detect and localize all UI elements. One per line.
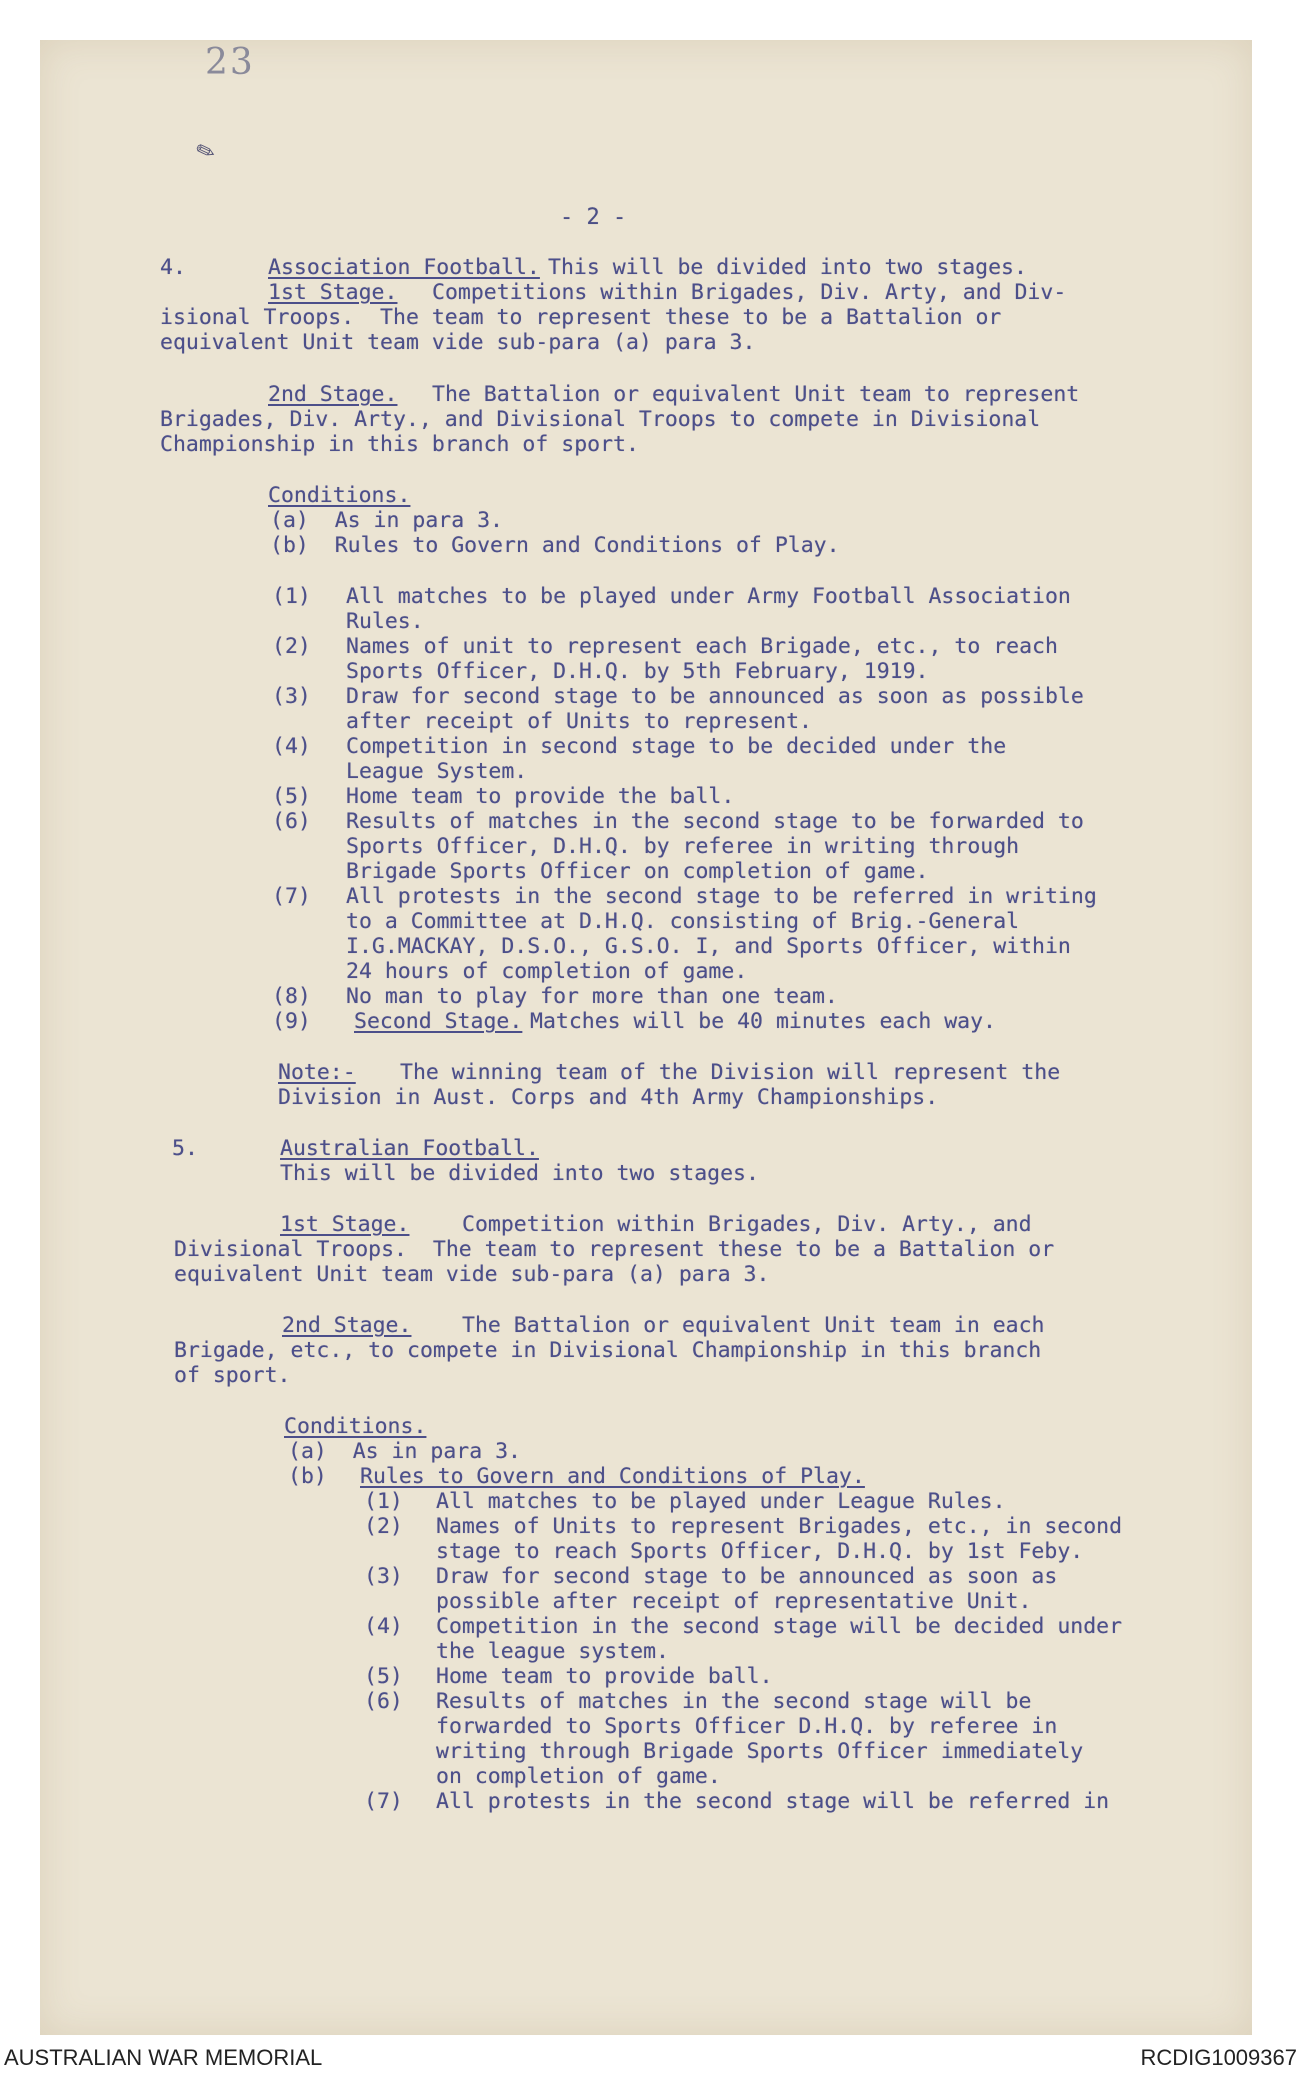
rule-text: the league system. [436, 1639, 669, 1664]
para5-stage2-text: Brigade, etc., to compete in Divisional Championship in this branch [174, 1338, 1042, 1363]
handwritten-page-number: 23 [205, 42, 255, 83]
rule-text: forwarded to Sports Officer D.H.Q. by referee in [436, 1714, 1058, 1739]
para5-number: 5. [172, 1136, 198, 1161]
rule-label: Second Stage. [354, 1009, 523, 1034]
rule-text: writing through Brigade Sports Officer immediately [436, 1739, 1084, 1764]
para4-stage2-label: 2nd Stage. [268, 382, 398, 407]
rule-text: All protests in the second stage to be referred in writing [346, 884, 1097, 909]
rule-number: (8) [272, 984, 311, 1009]
rule-text: All matches to be played under League Rules. [436, 1489, 1006, 1514]
para5-stage1-text: equivalent Unit team vide sub-para (a) para 3. [174, 1262, 770, 1287]
para4-stage2-text: Championship in this branch of sport. [160, 432, 639, 457]
rule-text: League System. [346, 759, 528, 784]
rule-number: (1) [272, 584, 311, 609]
rule-text: Names of unit to represent each Brigade, etc., to reach [346, 634, 1058, 659]
rule-number: (4) [364, 1614, 403, 1639]
para4-stage1-text: Competitions within Brigades, Div. Arty, and Div- [432, 280, 1067, 305]
rule-text: All matches to be played under Army Football Association [346, 584, 1071, 609]
para5-heading: Australian Football. [280, 1136, 539, 1161]
rule-text: Draw for second stage to be announced as soon as [436, 1564, 1058, 1589]
rule-text: Home team to provide ball. [436, 1664, 773, 1689]
rule-text: All protests in the second stage will be referred in [436, 1789, 1110, 1814]
rule-text: Draw for second stage to be announced as soon as possible [346, 684, 1084, 709]
para4-stage2-text: The Battalion or equivalent Unit team to represent [432, 382, 1080, 407]
para5-cond-b: Rules to Govern and Conditions of Play. [360, 1464, 865, 1489]
para5-stage1-label: 1st Stage. [280, 1212, 410, 1237]
para4-stage1-label: 1st Stage. [268, 280, 398, 305]
rule-number: (7) [364, 1789, 403, 1814]
rule-number: (5) [364, 1664, 403, 1689]
rule-text: Names of Units to represent Brigades, etc., in second [436, 1514, 1123, 1539]
rule-text: Matches will be 40 minutes each way. [530, 1009, 996, 1034]
para4-stage1-text: isional Troops. The team to represent these to be a Battalion or [160, 305, 1002, 330]
rule-number: (2) [364, 1514, 403, 1539]
para5-stage1-text: Competition within Brigades, Div. Arty., and [462, 1212, 1032, 1237]
rule-text: Results of matches in the second stage to be forwarded to [346, 809, 1084, 834]
para4-note-text: Division in Aust. Corps and 4th Army Championships. [278, 1085, 939, 1110]
scribble-mark-icon: ✎ [191, 131, 219, 169]
rule-text: Home team to provide the ball. [346, 784, 735, 809]
para5-stage2-text: The Battalion or equivalent Unit team in each [462, 1313, 1045, 1338]
rule-text: Rules. [346, 609, 424, 634]
para5-cond-a: (a) As in para 3. [288, 1439, 521, 1464]
rule-number: (3) [364, 1564, 403, 1589]
para5-stage2-label: 2nd Stage. [282, 1313, 412, 1338]
para4-conditions-label: Conditions. [268, 483, 411, 508]
rule-number: (4) [272, 734, 311, 759]
para4-cond-b: (b) Rules to Govern and Conditions of Play. [270, 533, 840, 558]
para5-conditions-label: Conditions. [284, 1414, 427, 1439]
rule-text: Sports Officer, D.H.Q. by referee in writing through [346, 834, 1020, 859]
para4-number: 4. [160, 255, 186, 280]
rule-text: after receipt of Units to represent. [346, 709, 812, 734]
para5-intro: This will be divided into two stages. [280, 1161, 759, 1186]
rule-number: (6) [364, 1689, 403, 1714]
para5-stage2-text: of sport. [174, 1363, 291, 1388]
rule-text: Brigade Sports Officer on completion of game. [346, 859, 929, 884]
footer-record-id: RCDIG1009367 [1140, 2045, 1297, 2070]
rule-number: (1) [364, 1489, 403, 1514]
rule-text: possible after receipt of representative Unit. [436, 1589, 1032, 1614]
para4-intro: This will be divided into two stages. [548, 255, 1027, 280]
page-header: - 2 - [560, 205, 627, 230]
rule-text: I.G.MACKAY, D.S.O., G.S.O. I, and Sports Officer, within [346, 934, 1071, 959]
footer-institution: AUSTRALIAN WAR MEMORIAL [4, 2045, 323, 2070]
para4-heading: Association Football. [268, 255, 540, 280]
rule-text: Sports Officer, D.H.Q. by 5th February, 1919. [346, 659, 929, 684]
rule-number: (5) [272, 784, 311, 809]
rule-text: to a Committee at D.H.Q. consisting of Brig.-General [346, 909, 1020, 934]
para5-stage1-text: Divisional Troops. The team to represent these to be a Battalion or [174, 1237, 1055, 1262]
para5-cond-b-number: (b) [288, 1464, 327, 1489]
rule-number: (2) [272, 634, 311, 659]
para4-note-label: Note:- [278, 1060, 356, 1085]
rule-number: (6) [272, 809, 311, 834]
para4-cond-a: (a) As in para 3. [270, 508, 503, 533]
rule-text: on completion of game. [436, 1764, 721, 1789]
para4-stage2-text: Brigades, Div. Arty., and Divisional Troops to compete in Divisional [160, 407, 1041, 432]
rule-text: Competition in the second stage will be decided under [436, 1614, 1123, 1639]
rule-number: (9) [272, 1009, 311, 1034]
rule-number: (3) [272, 684, 311, 709]
rule-text: stage to reach Sports Officer, D.H.Q. by 1st Feby. [436, 1539, 1084, 1564]
rule-text: No man to play for more than one team. [346, 984, 838, 1009]
rule-number: (7) [272, 884, 311, 909]
rule-text: Results of matches in the second stage will be [436, 1689, 1032, 1714]
para4-note-text: The winning team of the Division will represent the [400, 1060, 1061, 1085]
para4-stage1-text: equivalent Unit team vide sub-para (a) para 3. [160, 330, 756, 355]
rule-text: 24 hours of completion of game. [346, 959, 748, 984]
rule-text: Competition in second stage to be decided under the [346, 734, 1007, 759]
